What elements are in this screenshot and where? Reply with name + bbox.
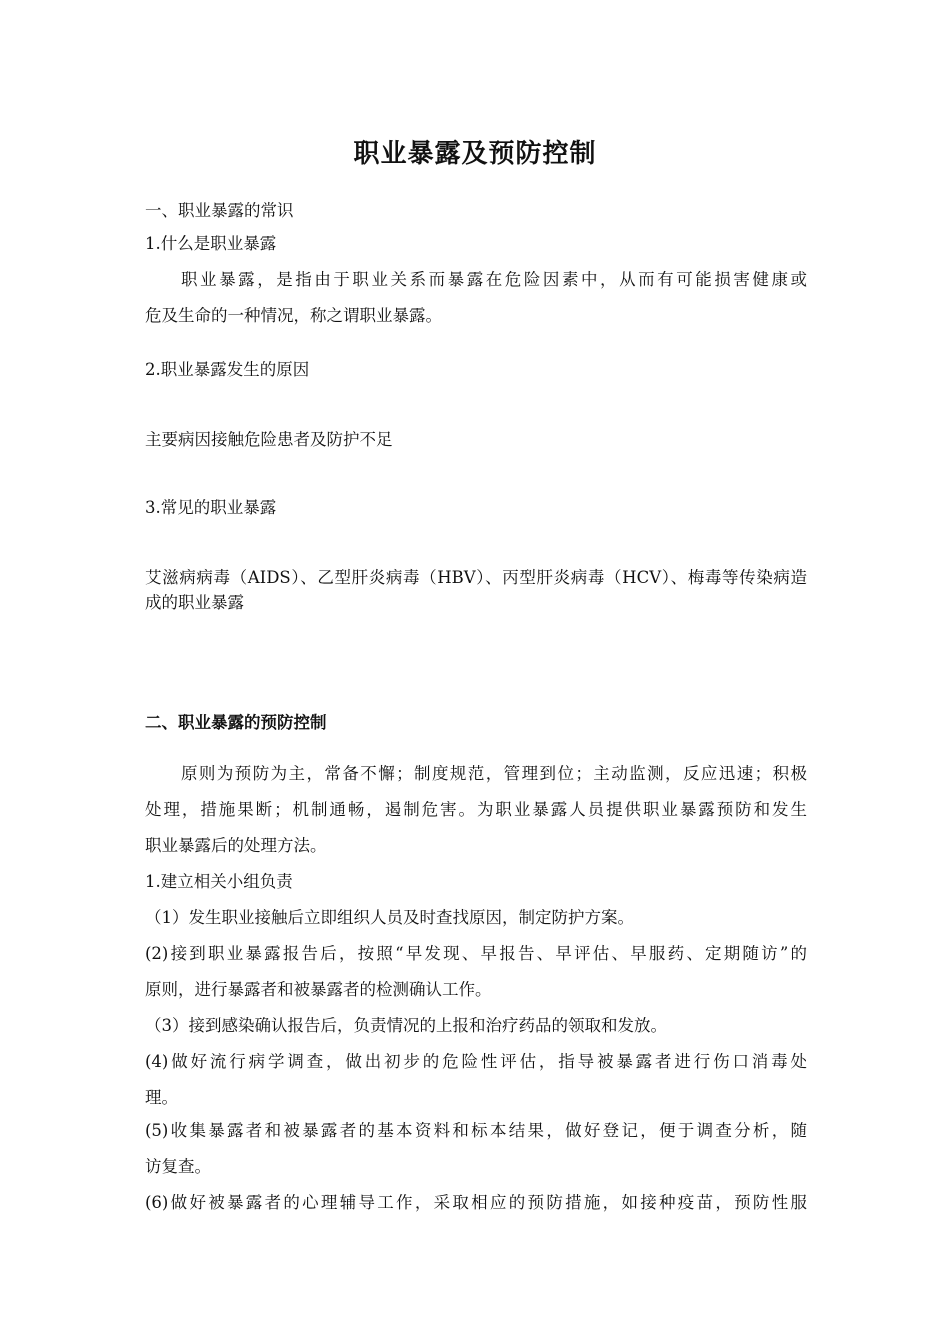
- list-item-5-line-1: (5)收集暴露者和被暴露者的基本资料和标本结果，做好登记，便于调查分析，随: [145, 1121, 807, 1140]
- section1-paragraph-3-line-1: 艾滋病病毒（AIDS）、乙型肝炎病毒（HBV）、丙型肝炎病毒（HCV）、梅毒等传染病造: [145, 568, 807, 587]
- section1-paragraph-1-line-1: 职业暴露，是指由于职业关系而暴露在危险因素中，从而有可能损害健康或: [181, 270, 807, 289]
- section1-paragraph-1-line-2: 危及生命的一种情况，称之谓职业暴露。: [145, 306, 442, 325]
- section2-heading: 二、职业暴露的预防控制: [145, 713, 327, 732]
- section2-paragraph-1-line-3: 职业暴露后的处理方法。: [145, 836, 327, 855]
- list-item-2-line-1: (2)接到职业暴露报告后，按照“早发现、早报告、早评估、早服药、定期随访”的: [145, 944, 807, 963]
- list-item-1: （1）发生职业接触后立即组织人员及时查找原因，制定防护方案。: [145, 908, 634, 927]
- list-item-5-line-2: 访复查。: [145, 1157, 211, 1176]
- list-item-3: （3）接到感染确认报告后，负责情况的上报和治疗药品的领取和发放。: [145, 1016, 667, 1035]
- section1-question-2: 2.职业暴露发生的原因: [145, 360, 310, 379]
- list-item-6-line-1: (6)做好被暴露者的心理辅导工作，采取相应的预防措施，如接种疫苗，预防性服: [145, 1193, 807, 1212]
- section2-paragraph-1-line-1: 原则为预防为主，常备不懈；制度规范，管理到位；主动监测，反应迅速；积极: [181, 764, 807, 783]
- section1-paragraph-3-line-2: 成的职业暴露: [145, 593, 244, 612]
- list-item-4-line-2: 理。: [145, 1088, 178, 1107]
- section1-heading: 一、职业暴露的常识: [145, 201, 294, 220]
- section1-question-1: 1.什么是职业暴露: [145, 234, 277, 253]
- section2-question-1: 1.建立相关小组负责: [145, 872, 293, 891]
- section2-paragraph-1-line-2: 处理，措施果断；机制通畅，遏制危害。为职业暴露人员提供职业暴露预防和发生: [145, 800, 807, 819]
- list-item-4-line-1: (4)做好流行病学调查，做出初步的危险性评估，指导被暴露者进行伤口消毒处: [145, 1052, 807, 1071]
- section1-paragraph-2: 主要病因接触危险患者及防护不足: [145, 430, 393, 449]
- section1-question-3: 3.常见的职业暴露: [145, 498, 277, 517]
- document-title: 职业暴露及预防控制: [353, 139, 597, 169]
- list-item-2-line-2: 原则，进行暴露者和被暴露者的检测确认工作。: [145, 980, 492, 999]
